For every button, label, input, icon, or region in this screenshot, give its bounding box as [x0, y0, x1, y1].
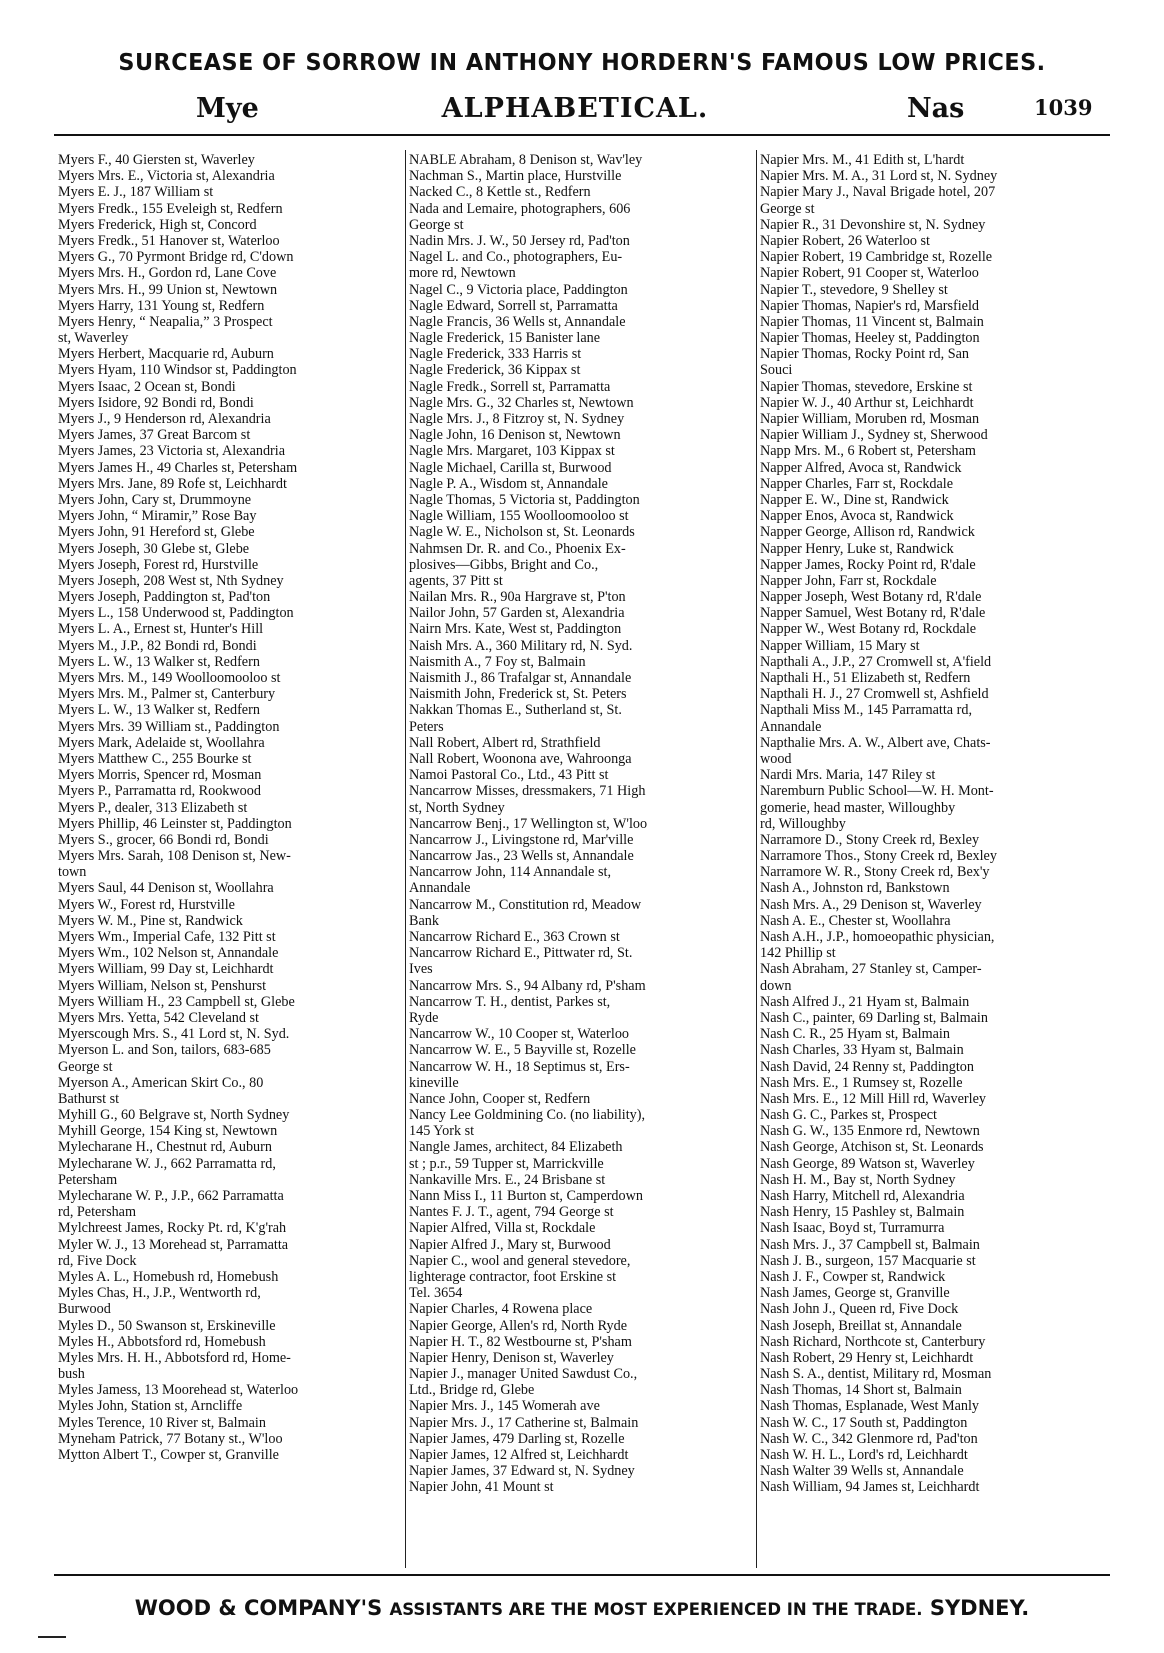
directory-entry-line: Myers James, 23 Victoria st, Alexandria [58, 443, 286, 460]
banner-bottom-slogan: ASSISTANTS ARE THE MOST EXPERIENCED IN THE TRADE. [389, 1600, 923, 1619]
directory-entry-line: Nash David, 24 Renny st, Paddington [760, 1058, 974, 1075]
directory-entry-line: Myers Wm., 102 Nelson st, Annandale [58, 945, 279, 962]
directory-entry-line: Nankaville Mrs. E., 24 Brisbane st [409, 1171, 606, 1188]
directory-entry-line: Myerson L. and Son, tailors, 683-685 [58, 1042, 271, 1059]
directory-entry-line: Napier Henry, Denison st, Waverley [409, 1349, 614, 1366]
directory-entry-line: Nash A., Johnston rd, Bankstown [760, 880, 950, 897]
directory-entry-line: Myers Joseph, 208 West st, Nth Sydney [58, 572, 284, 589]
directory-entry-line: Nancarrow Misses, dressmakers, 71 High [409, 783, 646, 800]
directory-entry-line: Nash C., painter, 69 Darling st, Balmain [760, 1009, 988, 1026]
directory-entry-line: Myers Matthew C., 255 Bourke st [58, 750, 252, 767]
directory-entry-line: Nash Joseph, Breillat st, Annandale [760, 1317, 962, 1334]
directory-entry-line: Narramore W. R., Stony Creek rd, Bex'y [760, 864, 990, 881]
directory-entry-line: 145 York st [409, 1123, 475, 1140]
directory-entry-line: lighterage contractor, foot Erskine st [409, 1268, 617, 1285]
directory-entry-line: Nagle Mrs. J., 8 Fitzroy st, N. Sydney [409, 411, 625, 427]
directory-entry-line: gomerie, head master, Willoughby [760, 799, 956, 816]
directory-entry-line: Myers Mrs. Yetta, 542 Cleveland st [58, 1009, 259, 1026]
directory-entry-line: Napier W. J., 40 Arthur st, Leichhardt [760, 394, 974, 411]
directory-entry-line: Nancarrow John, 114 Annandale st, [409, 864, 611, 881]
header-right-guide-word: Nas [907, 93, 965, 124]
directory-entry-line: Nancarrow W. H., 18 Septimus st, Ers- [409, 1058, 630, 1075]
directory-entry-line: Nash Charles, 33 Hyam st, Balmain [760, 1042, 964, 1059]
directory-entry-line: Mylecharane W. J., 662 Parramatta rd, [58, 1155, 276, 1172]
directory-entry-line: Nann Miss I., 11 Burton st, Camperdown [409, 1188, 643, 1204]
directory-entry-line: Mylecharane W. P., J.P., 662 Parramatta [58, 1188, 284, 1204]
directory-entry-line: Naismith John, Frederick st, St. Peters [409, 686, 627, 703]
directory-entry-line: Nancarrow J., Livingstone rd, Mar'ville [409, 831, 634, 848]
directory-entry-line: Ives [409, 961, 433, 978]
directory-entry-line: Nagle William, 155 Woolloomooloo st [409, 508, 629, 525]
directory-entry-line: Nash Thomas, Esplanade, West Manly [760, 1398, 979, 1415]
directory-entry-line: Myles Jamess, 13 Moorehead st, Waterloo [58, 1382, 299, 1399]
directory-entry-line: Nash C. R., 25 Hyam st, Balmain [760, 1026, 950, 1043]
directory-entry-line: Nash Richard, Northcote st, Canterbury [760, 1333, 986, 1350]
directory-entry-line: Nash Alfred J., 21 Hyam st, Balmain [760, 993, 970, 1010]
directory-entry-line: Napier H. T., 82 Westbourne st, P'sham [409, 1333, 632, 1350]
directory-entry-line: Myles Terence, 10 River st, Balmain [58, 1414, 266, 1431]
directory-entry-line: Myers Isidore, 92 Bondi rd, Bondi [58, 394, 254, 411]
directory-entry-line: Napier Thomas, 11 Vincent st, Balmain [760, 313, 984, 330]
directory-entry-line: Naismith A., 7 Foy st, Balmain [409, 653, 586, 670]
directory-entry-line: Nagel L. and Co., photographers, Eu- [409, 249, 623, 266]
directory-entry-line: Napthali Miss M., 145 Parramatta rd, [760, 702, 972, 719]
directory-entry-line: Myers John, “ Miramir,” Rose Bay [58, 508, 257, 525]
directory-entry-line: Nagle Mrs. G., 32 Charles st, Newtown [409, 394, 634, 411]
directory-entry-line: Napier Alfred, Villa st, Rockdale [409, 1220, 596, 1237]
directory-entry-line: Myers P., dealer, 313 Elizabeth st [58, 799, 248, 816]
directory-entry-line: Nairn Mrs. Kate, West st, Paddington [409, 621, 622, 638]
directory-entry-line: Naish Mrs. A., 360 Military rd, N. Syd. [409, 637, 633, 654]
directory-entry-line: Nancarrow Benj., 17 Wellington st, W'loo [409, 815, 648, 832]
directory-entry-line: Napier John, 41 Mount st [409, 1479, 554, 1496]
directory-entry-line: Annandale [760, 718, 822, 735]
directory-entry-line: Nancarrow Richard E., 363 Crown st [409, 929, 620, 945]
directory-entry-line: Nancy Lee Goldmining Co. (no liability), [409, 1107, 646, 1124]
directory-entry-line: Napthali H. J., 27 Cromwell st, Ashfield [760, 686, 989, 703]
directory-entry-line: Napier Thomas, Rocky Point rd, San [760, 346, 969, 363]
directory-entry-line: Nardi Mrs. Maria, 147 Riley st [760, 767, 936, 784]
directory-entry-line: Nagle Thomas, 5 Victoria st, Paddington [409, 491, 640, 508]
directory-entry-line: Napper Henry, Luke st, Randwick [760, 540, 954, 557]
header-left-guide-word: Mye [196, 93, 259, 124]
directory-entry-line: rd, Five Dock [58, 1252, 137, 1269]
directory-entry-line: Napier Thomas, Heeley st, Paddington [760, 330, 980, 347]
directory-entry-line: Myers Mrs. Sarah, 108 Denison st, New- [58, 848, 291, 865]
directory-entry-line: Tel. 3654 [409, 1285, 463, 1302]
directory-entry-line: Myers E. J., 187 William st [58, 184, 214, 201]
bottom-advertisement-banner [0, 1596, 1164, 1620]
directory-entry-line: Nash Henry, 15 Pashley st, Balmain [760, 1204, 965, 1221]
directory-entry-line: Nancarrow Mrs. S., 94 Albany rd, P'sham [409, 977, 646, 994]
directory-entry-line: Nahmsen Dr. R. and Co., Phoenix Ex- [409, 540, 626, 557]
directory-entry-line: Burwood [58, 1301, 111, 1318]
directory-entry-line: Napier Mrs. J., 17 Catherine st, Balmain [409, 1414, 639, 1431]
directory-entry-line: Narramore D., Stony Creek rd, Bexley [760, 831, 980, 848]
directory-entry-line: Nash G. C., Parkes st, Prospect [760, 1107, 937, 1124]
directory-entry-line: Napier T., stevedore, 9 Shelley st [760, 281, 948, 298]
directory-entry-line: Nagle John, 16 Denison st, Newtown [409, 427, 621, 444]
directory-entry-line: Nash J. F., Cowper st, Randwick [760, 1268, 946, 1285]
directory-column-3 [760, 152, 1110, 1572]
directory-entry-line: kineville [409, 1074, 459, 1091]
directory-column-1 [58, 152, 403, 1572]
directory-entry-line: Nailan Mrs. R., 90a Hargrave st, P'ton [409, 589, 626, 606]
directory-entry-line: Myers W. M., Pine st, Randwick [58, 912, 243, 929]
directory-entry-line: Napier James, 479 Darling st, Rozelle [409, 1430, 625, 1447]
directory-entry-line: George st [409, 216, 464, 233]
directory-entry-line: Myles Chas, H., J.P., Wentworth rd, [58, 1285, 261, 1302]
directory-entry-line: Myers William, 99 Day st, Leichhardt [58, 961, 274, 978]
directory-entry-line: George st [58, 1058, 113, 1075]
directory-entry-line: Napier James, 12 Alfred st, Leichhardt [409, 1447, 629, 1463]
directory-entry-line: Myers Morris, Spencer rd, Mosman [58, 767, 262, 784]
directory-entry-line: NABLE Abraham, 8 Denison st, Wav'ley [409, 152, 643, 168]
directory-entry-line: Myers William, Nelson st, Penshurst [58, 977, 267, 994]
directory-entry-line: Myhill G., 60 Belgrave st, North Sydney [58, 1107, 290, 1124]
directory-entry-line: Mylchreest James, Rocky Pt. rd, K'g'rah [58, 1220, 287, 1237]
directory-entry-line: Napthali A., J.P., 27 Cromwell st, A'field [760, 653, 992, 670]
directory-entry-line: George st [760, 200, 815, 217]
directory-entry-line: Myneham Patrick, 77 Botany st., W'loo [58, 1430, 283, 1447]
column-divider-1 [405, 150, 406, 1568]
directory-entry-line: Napp Mrs. M., 6 Robert st, Petersham [760, 443, 976, 460]
directory-entry-line: Nash Mrs. E., 1 Rumsey st, Rozelle [760, 1074, 963, 1091]
directory-entry-line: Napier Robert, 91 Cooper st, Waterloo [760, 265, 979, 282]
directory-entry-line: Nash A.H., J.P., homoeopathic physician, [760, 929, 995, 945]
top-advertisement-banner: SURCEASE OF SORROW IN ANTHONY HORDERN'S FAMOUS LOW PRICES. [118, 50, 1046, 76]
directory-entry-line: Nagle W. E., Nicholson st, St. Leonards [409, 524, 635, 541]
directory-entry-line: Myers Joseph, Paddington st, Pad'ton [58, 589, 271, 606]
directory-entry-line: Nagle Frederick, 333 Harris st [409, 346, 582, 363]
directory-entry-line: Napper Charles, Farr st, Rockdale [760, 475, 954, 492]
directory-entry-line: Napper Alfred, Avoca st, Randwick [760, 459, 962, 476]
banner-bottom-city: SYDNEY. [929, 1596, 1030, 1620]
directory-entry-line: Napier C., wool and general stevedore, [409, 1252, 631, 1269]
directory-entry-line: Mylecharane H., Chestnut rd, Auburn [58, 1139, 272, 1156]
directory-entry-line: Myers P., Parramatta rd, Rookwood [58, 783, 261, 800]
header-section-title: ALPHABETICAL. [441, 93, 709, 124]
directory-entry-line: Myerscough Mrs. S., 41 Lord st, N. Syd. [58, 1026, 290, 1043]
directory-entry-line: Bank [409, 912, 439, 929]
directory-entry-line: Myers J., 9 Henderson rd, Alexandria [58, 411, 271, 427]
directory-entry-line: Myers Fredk., 51 Hanover st, Waterloo [58, 232, 280, 249]
directory-entry-line: Nash George, 89 Watson st, Waverley [760, 1155, 975, 1172]
directory-entry-line: Nash H. M., Bay st, North Sydney [760, 1171, 956, 1188]
directory-entry-line: Myers Mrs. H., 99 Union st, Newtown [58, 281, 278, 298]
directory-entry-line: Namoi Pastoral Co., Ltd., 43 Pitt st [409, 767, 609, 784]
directory-entry-line: Napper Enos, Avoca st, Randwick [760, 508, 954, 525]
directory-entry-line: Myers Frederick, High st, Concord [58, 216, 257, 233]
directory-entry-line: more rd, Newtown [409, 265, 516, 282]
directory-entry-line: Napier William, Moruben rd, Mosman [760, 411, 980, 427]
directory-entry-line: Myers Mrs. M., Palmer st, Canterbury [58, 686, 276, 703]
directory-entry-line: Nancarrow T. H., dentist, Parkes st, [409, 993, 611, 1010]
directory-entry-line: Myers Mrs. E., Victoria st, Alexandria [58, 168, 275, 185]
directory-entry-line: Annandale [409, 880, 471, 897]
directory-entry-line: Nash W. C., 342 Glenmore rd, Pad'ton [760, 1430, 978, 1447]
directory-entry-line: town [58, 864, 87, 881]
directory-entry-line: Napper Joseph, West Botany rd, R'dale [760, 589, 982, 606]
directory-entry-line: Mytton Albert T., Cowper st, Granville [58, 1447, 279, 1463]
directory-entry-line: Myers Fredk., 155 Eveleigh st, Redfern [58, 200, 283, 217]
header-rule [54, 134, 1110, 136]
directory-entry-line: Nash John J., Queen rd, Five Dock [760, 1301, 959, 1318]
directory-entry-line: down [760, 977, 792, 994]
directory-entry-line: Nagel C., 9 Victoria place, Paddington [409, 281, 628, 298]
directory-entry-line: Nagle Frederick, 15 Banister lane [409, 330, 601, 347]
directory-entry-line: Myles Mrs. H. H., Abbotsford rd, Home- [58, 1349, 291, 1366]
directory-entry-line: Nash J. B., surgeon, 157 Macquarie st [760, 1252, 976, 1269]
directory-entry-line: Myers John, Cary st, Drummoyne [58, 491, 252, 508]
directory-entry-line: Ryde [409, 1009, 439, 1026]
directory-entry-line: Napper George, Allison rd, Randwick [760, 524, 975, 541]
directory-entry-line: Nachman S., Martin place, Hurstville [409, 168, 622, 185]
directory-entry-line: Myers M., J.P., 82 Bondi rd, Bondi [58, 637, 257, 654]
directory-entry-line: Nagle Mrs. Margaret, 103 Kippax st [409, 443, 615, 460]
directory-entry-line: Napthalie Mrs. A. W., Albert ave, Chats- [760, 734, 991, 751]
directory-entry-line: Nash Thomas, 14 Short st, Balmain [760, 1382, 962, 1399]
directory-entry-line: Myers G., 70 Pyrmont Bridge rd, C'down [58, 249, 294, 266]
directory-entry-line: Myers L. W., 13 Walker st, Redfern [58, 653, 260, 670]
directory-entry-line: Nash W. H. L., Lord's rd, Leichhardt [760, 1447, 968, 1463]
directory-entry-line: Myers Henry, “ Neapalia,” 3 Prospect [58, 313, 273, 330]
directory-entry-line: Myers Harry, 131 Young st, Redfern [58, 297, 265, 314]
directory-entry-line: Nancarrow W. E., 5 Bayville st, Rozelle [409, 1042, 636, 1059]
directory-entry-line: Nancarrow Jas., 23 Wells st, Annandale [409, 848, 634, 865]
directory-entry-line: Myers Herbert, Macquarie rd, Auburn [58, 346, 274, 363]
directory-entry-line: Nash Robert, 29 Henry st, Leichhardt [760, 1349, 974, 1366]
page-number: 1039 [1034, 95, 1093, 120]
directory-entry-line: Myers Mrs. 39 William st., Paddington [58, 718, 280, 735]
directory-entry-line: Myers L., 158 Underwood st, Paddington [58, 605, 294, 622]
directory-entry-line: st, North Sydney [409, 799, 505, 816]
directory-entry-line: Nacked C., 8 Kettle st., Redfern [409, 184, 591, 201]
directory-entry-line: Nancarrow M., Constitution rd, Meadow [409, 896, 642, 913]
directory-entry-line: Nagle Francis, 36 Wells st, Annandale [409, 313, 626, 330]
directory-entry-line: Myers Joseph, 30 Glebe st, Glebe [58, 540, 250, 557]
margin-mark [38, 1636, 66, 1638]
column-divider-2 [756, 150, 757, 1568]
directory-entry-line: st, Waverley [58, 330, 129, 347]
directory-entry-line: Nancarrow Richard E., Pittwater rd, St. [409, 945, 633, 962]
directory-entry-line: Myles D., 50 Swanson st, Erskineville [58, 1317, 276, 1334]
directory-entry-line: Myers John, 91 Hereford st, Glebe [58, 524, 255, 541]
directory-entry-line: Nash Mrs. E., 12 Mill Hill rd, Waverley [760, 1090, 986, 1107]
directory-entry-line: Myers James, 37 Great Barcom st [58, 427, 251, 444]
directory-entry-line: Myers Mark, Adelaide st, Woollahra [58, 734, 265, 751]
directory-entry-line: Nada and Lemaire, photographers, 606 [409, 200, 631, 217]
directory-entry-line: Souci [760, 362, 793, 379]
directory-entry-line: Petersham [58, 1171, 118, 1188]
directory-entry-line: Naismith J., 86 Trafalgar st, Annandale [409, 670, 632, 686]
directory-entry-line: st ; p.r., 59 Tupper st, Marrickville [409, 1155, 604, 1172]
directory-entry-line: Myers W., Forest rd, Hurstville [58, 896, 235, 913]
directory-entry-line: Bathurst st [58, 1090, 120, 1107]
directory-entry-line: Myers Isaac, 2 Ocean st, Bondi [58, 378, 236, 395]
directory-entry-line: Myers F., 40 Giersten st, Waverley [58, 152, 255, 168]
directory-entry-line: Nash George, Atchison st, St. Leonards [760, 1139, 984, 1156]
directory-column-2 [409, 152, 757, 1572]
directory-entry-line: Nash Mrs. J., 37 Campbell st, Balmain [760, 1236, 980, 1253]
directory-entry-line: Nall Robert, Albert rd, Strathfield [409, 734, 601, 751]
directory-entry-line: Myers James H., 49 Charles st, Petersham [58, 459, 298, 476]
directory-entry-line: Myers Mrs. H., Gordon rd, Lane Cove [58, 265, 277, 282]
directory-entry-line: Napier R., 31 Devonshire st, N. Sydney [760, 216, 986, 233]
directory-entry-line: Napper E. W., Dine st, Randwick [760, 491, 949, 508]
directory-entry-line: Nailor John, 57 Garden st, Alexandria [409, 605, 625, 622]
directory-entry-line: Napier Robert, 19 Cambridge st, Rozelle [760, 249, 993, 266]
directory-entry-line: Nall Robert, Woonona ave, Wahroonga [409, 750, 632, 767]
directory-entry-line: Nash S. A., dentist, Military rd, Mosman [760, 1366, 992, 1383]
directory-entry-line: Nash James, George st, Granville [760, 1285, 950, 1302]
directory-entry-line: bush [58, 1366, 85, 1383]
directory-entry-line: Nantes F. J. T., agent, 794 George st [409, 1204, 614, 1221]
directory-entry-line: Myers Wm., Imperial Cafe, 132 Pitt st [58, 929, 276, 945]
directory-entry-line: rd, Willoughby [760, 815, 846, 832]
directory-entry-line: Nakkan Thomas E., Sutherland st, St. [409, 702, 622, 719]
directory-entry-line: Myler W. J., 13 Morehead st, Parramatta [58, 1236, 289, 1253]
directory-entry-line: Napper William, 15 Mary st [760, 637, 920, 654]
directory-entry-line: Napier Alfred J., Mary st, Burwood [409, 1236, 611, 1253]
directory-entry-line: Myles A. L., Homebush rd, Homebush [58, 1268, 279, 1285]
directory-entry-line: Napier Thomas, stevedore, Erskine st [760, 378, 973, 395]
directory-entry-line: Nagle Fredk., Sorrell st, Parramatta [409, 378, 611, 395]
directory-entry-line: Napper John, Farr st, Rockdale [760, 572, 937, 589]
directory-entry-line: Napier James, 37 Edward st, N. Sydney [409, 1463, 635, 1480]
footer-rule [54, 1574, 1110, 1576]
directory-entry-line: Narramore Thos., Stony Creek rd, Bexley [760, 848, 997, 865]
directory-entry-line: Ltd., Bridge rd, Glebe [409, 1382, 535, 1399]
directory-entry-line: Peters [409, 718, 444, 735]
directory-entry-line: Napier Charles, 4 Rowena place [409, 1301, 593, 1318]
directory-entry-line: Napier Mrs. M., 41 Edith st, L'hardt [760, 152, 965, 168]
directory-entry-line: Napier Mary J., Naval Brigade hotel, 207 [760, 184, 996, 201]
directory-entry-line: agents, 37 Pitt st [409, 572, 503, 589]
directory-entry-line: plosives—Gibbs, Bright and Co., [409, 556, 599, 573]
directory-entry-line: Myers William H., 23 Campbell st, Glebe [58, 993, 295, 1010]
directory-entry-line: Myles John, Station st, Arncliffe [58, 1398, 243, 1415]
directory-entry-line: Nash Walter 39 Wells st, Annandale [760, 1463, 964, 1480]
directory-entry-line: Nash Isaac, Boyd st, Turramurra [760, 1220, 945, 1237]
directory-entry-line: Nancarrow W., 10 Cooper st, Waterloo [409, 1026, 630, 1043]
directory-entry-line: Myers Saul, 44 Denison st, Woollahra [58, 880, 274, 897]
directory-entry-line: Nance John, Cooper st, Redfern [409, 1090, 591, 1107]
directory-entry-line: Myers Mrs. M., 149 Woolloomooloo st [58, 670, 281, 686]
directory-entry-line: Napper Samuel, West Botany rd, R'dale [760, 605, 986, 622]
directory-entry-line: Nash W. C., 17 South st, Paddington [760, 1414, 968, 1431]
directory-entry-line: Nagle Frederick, 36 Kippax st [409, 362, 581, 379]
directory-entry-line: Myers Hyam, 110 Windsor st, Paddington [58, 362, 297, 379]
directory-entry-line: rd, Petersham [58, 1204, 137, 1221]
directory-entry-line: Nash William, 94 James st, Leichhardt [760, 1479, 980, 1496]
directory-entry-line: Nash Mrs. A., 29 Denison st, Waverley [760, 896, 982, 913]
directory-entry-line: Myles H., Abbotsford rd, Homebush [58, 1333, 266, 1350]
directory-entry-line: Napier Thomas, Napier's rd, Marsfield [760, 297, 979, 314]
directory-entry-line: Napier George, Allen's rd, North Ryde [409, 1317, 628, 1334]
directory-entry-line: Naremburn Public School—W. H. Mont- [760, 783, 994, 800]
directory-entry-line: Nadin Mrs. J. W., 50 Jersey rd, Pad'ton [409, 232, 630, 249]
directory-entry-line: Myers L. W., 13 Walker st, Redfern [58, 702, 260, 719]
directory-entry-line: Myers Joseph, Forest rd, Hurstville [58, 556, 259, 573]
directory-entry-line: Nash Abraham, 27 Stanley st, Camper- [760, 961, 982, 978]
directory-entry-line: Nash Harry, Mitchell rd, Alexandria [760, 1188, 965, 1204]
directory-entry-line: Napier J., manager United Sawdust Co., [409, 1366, 638, 1383]
directory-entry-line: Nagle Edward, Sorrell st, Parramatta [409, 297, 618, 314]
directory-entry-line: Nagle P. A., Wisdom st, Annandale [409, 475, 608, 492]
directory-entry-line: Myers Phillip, 46 Leinster st, Paddington [58, 815, 292, 832]
banner-bottom-company: WOOD & COMPANY'S [134, 1596, 383, 1620]
directory-entry-line: wood [760, 750, 792, 767]
directory-entry-line: Napper W., West Botany rd, Rockdale [760, 621, 977, 638]
directory-entry-line: Myers Mrs. Jane, 89 Rofe st, Leichhardt [58, 475, 287, 492]
directory-entry-line: Napier Robert, 26 Waterloo st [760, 232, 930, 249]
directory-entry-line: Napier Mrs. M. A., 31 Lord st, N. Sydney [760, 168, 998, 185]
directory-entry-line: Napier Mrs. J., 145 Womerah ave [409, 1398, 600, 1415]
directory-entry-line: Myerson A., American Skirt Co., 80 [58, 1074, 264, 1091]
directory-entry-line: Napier William J., Sydney st, Sherwood [760, 427, 988, 444]
directory-entry-line: Myers L. A., Ernest st, Hunter's Hill [58, 621, 264, 638]
directory-entry-line: Nagle Michael, Carilla st, Burwood [409, 459, 612, 476]
directory-entry-line: Myhill George, 154 King st, Newtown [58, 1123, 278, 1140]
directory-entry-line: Myers S., grocer, 66 Bondi rd, Bondi [58, 831, 269, 848]
directory-entry-line: Napthali H., 51 Elizabeth st, Redfern [760, 670, 971, 686]
directory-entry-line: Nash A. E., Chester st, Woollahra [760, 912, 951, 929]
directory-entry-line: Nangle James, architect, 84 Elizabeth [409, 1139, 623, 1156]
directory-entry-line: Nash G. W., 135 Enmore rd, Newtown [760, 1123, 980, 1140]
directory-entry-line: 142 Phillip st [760, 945, 836, 962]
directory-entry-line: Napper James, Rocky Point rd, R'dale [760, 556, 976, 573]
